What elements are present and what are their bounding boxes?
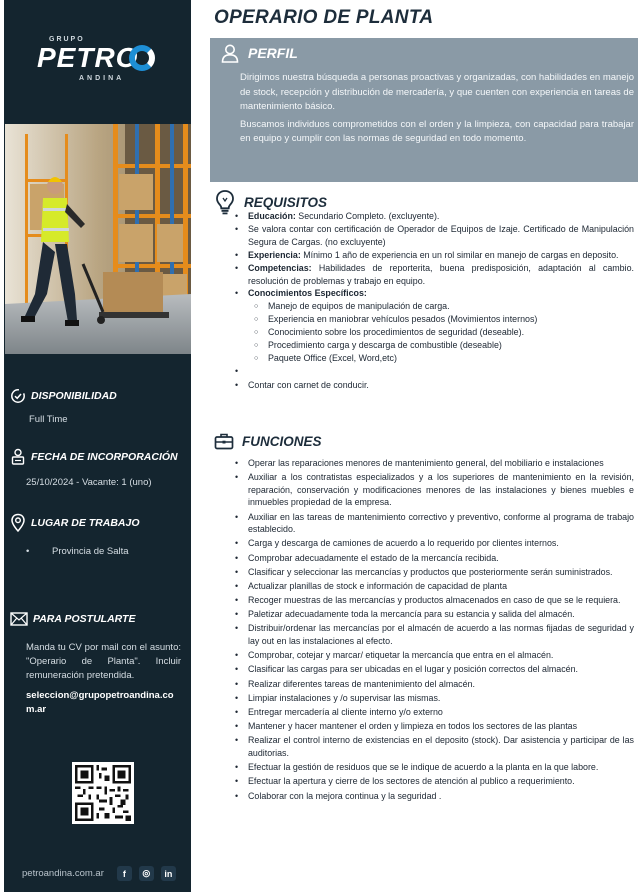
list-item: • Contar con carnet de conducir. (232, 379, 634, 392)
list-item (232, 210, 634, 223)
perfil-paragraph-1: Dirigimos nuestra búsqueda a personas proactivas y organizadas, con habilidades en manejo de stock, recepción y distribución de mercadería, y que cuenten con experiencia en tareas de mantenimiento básico. (240, 72, 634, 112)
experiencia-label: Experiencia: (248, 249, 301, 260)
lugar-value: Provincia de Salta (52, 546, 129, 557)
briefcase-icon (214, 432, 234, 450)
lugar-label: LUGAR DE TRABAJO (31, 517, 140, 529)
requisitos-list (232, 210, 634, 392)
perfil-label: PERFIL (248, 45, 298, 61)
perfil-body (240, 71, 634, 150)
warehouse-worker-image (5, 124, 191, 354)
postular-label: PARA POSTULARTE (33, 613, 136, 625)
list-item: • Clasificar las cargas para ser ubicadas en el lugar y posición correctos del almacén. (232, 663, 634, 676)
funciones-heading (214, 432, 322, 450)
list-item (232, 287, 634, 364)
qr-code[interactable] (72, 762, 134, 824)
list-item: • Efectuar la apertura y cierre de los sectores de atención al publico a requerimiento. (232, 775, 634, 788)
linkedin-icon[interactable]: in (161, 866, 176, 881)
logo-petro-text: PETRO (37, 42, 139, 73)
person-calendar-icon (10, 448, 26, 465)
location-pin-icon (10, 513, 26, 533)
company-logo (37, 36, 167, 90)
list-item: • Limpiar instalaciones y /o supervisar las mismas. (232, 692, 634, 705)
envelope-icon (10, 612, 28, 626)
clock-check-icon (10, 388, 26, 404)
bullet: • (26, 546, 30, 557)
website-link[interactable]: petroandina.com.ar (22, 868, 104, 879)
list-item: • Realizar diferentes tareas de mantenimiento del almacén. (232, 678, 634, 691)
list-item: • Operar las reparaciones menores de mantenimiento general, del mobiliario e instalaciones (232, 457, 634, 470)
list-item: • Carga y descarga de camiones de acuerdo a lo requerido por clientes internos. (232, 537, 634, 550)
list-item: • Efectuar la gestión de residuos que se le indique de acuerdo a la planta en la que labore. (232, 761, 634, 774)
sub-list-item: ○ Manejo de equipos de manipulación de carga. (252, 300, 634, 313)
sub-list-item: ○ Procedimiento carga y descarga de combustible (deseable) (252, 339, 634, 352)
list-item: • Realizar el control interno de existencias en el deposito (stock). Dar asistencia y participar de las auditorias. (232, 734, 634, 759)
perfil-paragraph-2: Buscamos individuos comprometidos con el orden y la limpieza, con capacidad para trabajar en equipo y cumplir con las normas de seguridad en todo momento. (240, 118, 634, 144)
logo-grupo-text: GRUPO (49, 36, 85, 43)
page-title: OPERARIO DE PLANTA (214, 7, 434, 28)
educacion-value: Secundario Completo. (excluyente). (295, 211, 440, 221)
warehouse-photo (5, 124, 191, 354)
educacion-label: Educación: (248, 211, 296, 221)
funciones-label: FUNCIONES (242, 433, 322, 449)
sub-list-item: ○ Experiencia en maniobrar vehículos pesados (Movimientos internos) (252, 313, 634, 326)
footer (22, 866, 176, 881)
funciones-list (232, 457, 634, 804)
list-item (232, 262, 634, 288)
fecha-value: 25/10/2024 - Vacante: 1 (uno) (26, 477, 152, 488)
requisitos-label: REQUISITOS (244, 194, 328, 210)
competencias-label: Competencias: (248, 262, 312, 273)
perfil-heading (220, 43, 298, 63)
postular-text: Manda tu CV por mail con el asunto: "Operario de Planta". Incluir remuneración pretendida. (26, 642, 181, 681)
list-item (232, 249, 634, 262)
logo-ring-icon (129, 45, 155, 71)
fecha-label: FECHA DE INCORPORACIÓN (31, 450, 178, 463)
instagram-icon[interactable]: ◎ (139, 866, 154, 881)
list-item: • Se valora contar con certificación de Operador de Equipos de Izaje. Certificado de Manipulación Segura de Cargas. (no excluyente) (232, 223, 634, 249)
facebook-icon[interactable]: f (117, 866, 132, 881)
list-item: • Mantener y hacer mantener el orden y limpieza en todos los sectores de las plantas (232, 720, 634, 733)
sub-list-item: ○ Conocimiento sobre los procedimientos de seguridad (deseable). (252, 326, 634, 339)
list-item: • Auxiliar en las tareas de mantenimiento correctivo y preventivo, conforme al programa de trabajo establecido. (232, 511, 634, 536)
list-item: • Actualizar planillas de stock e información de capacidad de planta (232, 580, 634, 593)
fecha-heading (10, 448, 178, 465)
list-item: • Paletizar adecuadamente toda la mercancía para su estancia y salida del almacén. (232, 608, 634, 621)
logo-andina-text: ANDINA (79, 75, 125, 82)
lugar-item (26, 545, 129, 559)
list-item: • Clasificar y seleccionar las mercancías y productos que posteriormente serán suministrados. (232, 566, 634, 579)
qr-code-icon (75, 765, 131, 821)
disponibilidad-label: DISPONIBILIDAD (31, 390, 117, 402)
postular-heading (10, 612, 135, 626)
disponibilidad-value: Full Time (29, 414, 68, 425)
list-item: • Colaborar con la mejora continua y la seguridad . (232, 790, 634, 803)
list-item: • Recoger muestras de las mercancías y productos almacenados en caso de que se le requiera. (232, 594, 634, 607)
user-icon (220, 43, 240, 63)
list-item: • Entregar mercadería al cliente interno y/o externo (232, 706, 634, 719)
competencias-value: Habilidades de reporterita, buena predisposición, adaptación al cambio. resolución de problemas y trabajo en equipo. (248, 262, 634, 286)
disponibilidad-heading (10, 388, 117, 404)
list-item: • Comprobar, cotejar y marcar/ etiquetar la mercancía que entra en el almacén. (232, 649, 634, 662)
experiencia-value: Mínimo 1 año de experiencia en un rol similar en manejo de cargas en deposito. (300, 249, 619, 260)
list-item: • Distribuir/ordenar las mercancías por el almacén de acuerdo a las normas fijadas de seguridad y lay out en las instalaciones al efecto. (232, 622, 634, 647)
perfil-section (210, 38, 638, 182)
list-item: • Comprobar adecuadamente el estado de la mercancía recibida. (232, 552, 634, 565)
spacer (232, 365, 634, 379)
lugar-heading (10, 513, 140, 533)
sub-list-item: ○ Paquete Office (Excel, Word,etc) (252, 352, 634, 365)
conocimientos-sublist (252, 300, 634, 365)
list-item: • Auxiliar a los contratistas especializados y a los superiores de mantenimiento en la revisión, reparación, conservación y modificaciones menores de las instalaciones y bienes muebles e inmuebles propiedad de la empresa. (232, 471, 634, 509)
conocimientos-label: Conocimientos Específicos: (248, 288, 367, 299)
email-link[interactable]: seleccion@grupopetroandina.com.ar (26, 690, 174, 715)
